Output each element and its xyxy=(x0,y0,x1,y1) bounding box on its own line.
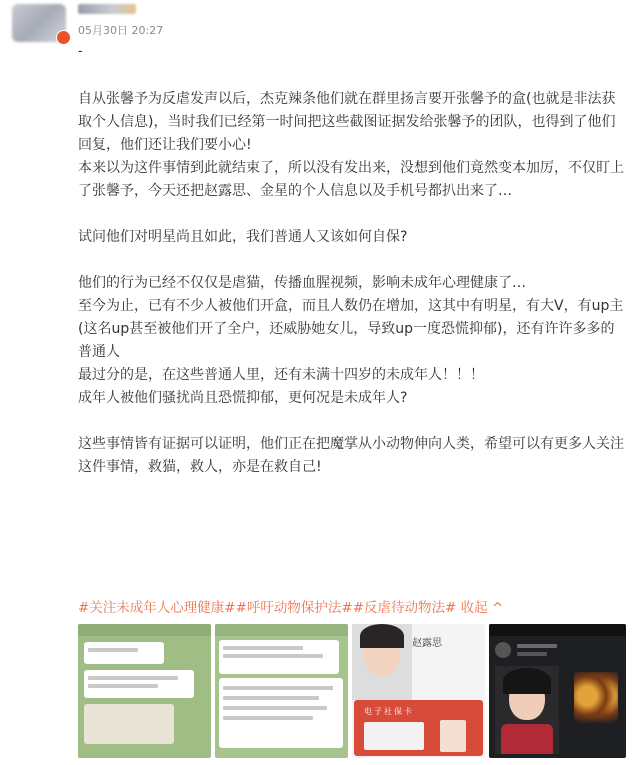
post-time[interactable]: 05月30日 20:27 xyxy=(78,24,164,37)
verified-badge-icon xyxy=(56,30,71,45)
paragraph: 自从张馨予为反虐发声以后，杰克辣条他们就在群里扬言要开张馨予的盒(也就是非法获取个人信息)，当时我们已经第一时间把这些截图证据发给张馨予的团队，也得到了他们回复，他们还让我们要小心! xyxy=(78,91,616,153)
paragraph: 这些事情皆有证据可以证明，他们正在把魔掌从小动物伸向人类，希望可以有更多人关注这件事情，救猫，救人，亦是在救自己! xyxy=(78,436,624,475)
image-thumbnail-1[interactable] xyxy=(78,624,211,758)
image-grid xyxy=(78,624,626,758)
image-thumbnail-2[interactable] xyxy=(215,624,348,758)
paragraph: 试问他们对明星尚且如此，我们普通人又该如何自保? xyxy=(78,229,408,245)
id-card-title: 电子社保卡 xyxy=(364,707,414,716)
butterfly-image xyxy=(574,672,618,732)
image-thumbnail-4[interactable] xyxy=(489,624,626,758)
username-blurred[interactable] xyxy=(78,4,136,14)
spacer xyxy=(78,249,626,272)
post-content xyxy=(78,88,626,479)
id-card-image xyxy=(354,700,483,756)
spacer xyxy=(78,410,626,433)
paragraph: 他们的行为已经不仅仅是虐猫，传播血腥视频，影响未成年心理健康了… xyxy=(78,275,526,291)
post-dash: - xyxy=(78,44,83,59)
hashtags-collapse-link[interactable]: #关注未成年人心理健康##呼吁动物保护法##反虐待动物法# 收起 ^ xyxy=(78,600,504,616)
image-thumbnail-3[interactable] xyxy=(352,624,485,758)
paragraph: 成年人被他们骚扰尚且恐慌抑郁，更何况是未成年人? xyxy=(78,390,408,406)
thumbnail-name-text: 赵露思 xyxy=(412,638,442,649)
paragraph: 本来以为这件事情到此就结束了，所以没有发出来，没想到他们竟然变本加厉，不仅盯上了张馨予，今天还把赵露思、金星的个人信息以及手机号都扒出来了… xyxy=(78,160,624,199)
paragraph: 至今为止，已有不少人被他们开盒，而且人数仍在增加，这其中有明星，有大V，有up主(这名up甚至被他们开了全户，还威胁她女儿，导致up一度恐慌抑郁)，还有许许多多的普通人 xyxy=(78,298,624,360)
paragraph: 最过分的是，在这些普通人里，还有未满十四岁的未成年人！！！ xyxy=(78,367,484,383)
spacer xyxy=(78,203,626,226)
